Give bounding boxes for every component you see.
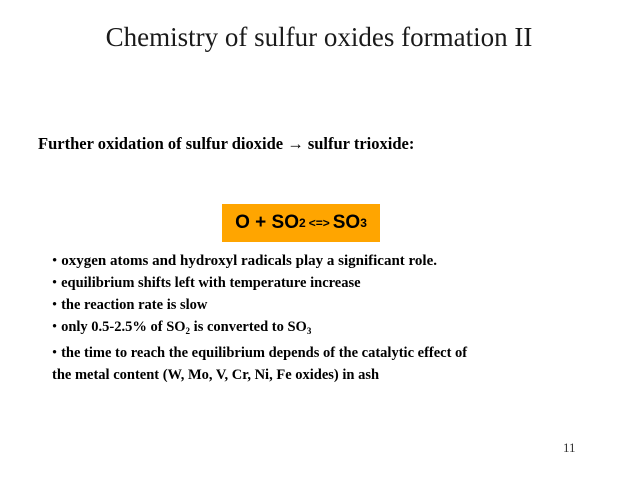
bullet-text: equilibrium shifts left with temperature increase xyxy=(61,275,361,291)
bullet-item xyxy=(52,294,622,316)
equation-box xyxy=(222,204,380,242)
equation-left-subscript: 2 xyxy=(299,216,306,230)
equilibrium-arrow: <=> xyxy=(308,216,330,230)
bullet-text: only 0.5-2.5% of SO xyxy=(61,319,186,335)
bullet-item xyxy=(52,316,622,342)
equation-right-subscript: 3 xyxy=(360,216,367,230)
bullet-dot-icon: • xyxy=(52,319,58,335)
slide-title: Chemistry of sulfur oxides formation II xyxy=(105,22,533,52)
bullet-dot-icon: • xyxy=(52,253,58,269)
bullet-text: oxygen atoms and hydroxyl radicals play a significant role. xyxy=(61,253,437,269)
section-heading: Further oxidation of sulfur dioxide → sulfur trioxide: xyxy=(38,134,415,153)
subscript: 2 xyxy=(185,326,191,336)
equation-left: O + SO xyxy=(235,212,300,233)
bullet-text: the metal content (W, Mo, V, Cr, Ni, Fe oxides) in ash xyxy=(52,367,380,383)
bullet-continuation xyxy=(52,364,622,386)
bullet-dot-icon: • xyxy=(52,275,58,291)
bullet-item xyxy=(52,272,622,294)
page-number: 11 xyxy=(563,440,576,455)
bullet-text: the time to reach the equilibrium depends of the catalytic effect of xyxy=(61,345,468,361)
bullet-dot-icon: • xyxy=(52,297,58,313)
bullet-list xyxy=(52,250,622,386)
bullet-text: the reaction rate is slow xyxy=(61,297,208,313)
bullet-item xyxy=(52,250,622,272)
bullet-text: is converted to SO xyxy=(190,319,307,335)
equation-right: SO xyxy=(332,212,361,233)
bullet-dot-icon: • xyxy=(52,345,58,361)
bullet-item xyxy=(52,342,622,364)
subscript: 3 xyxy=(306,326,312,336)
